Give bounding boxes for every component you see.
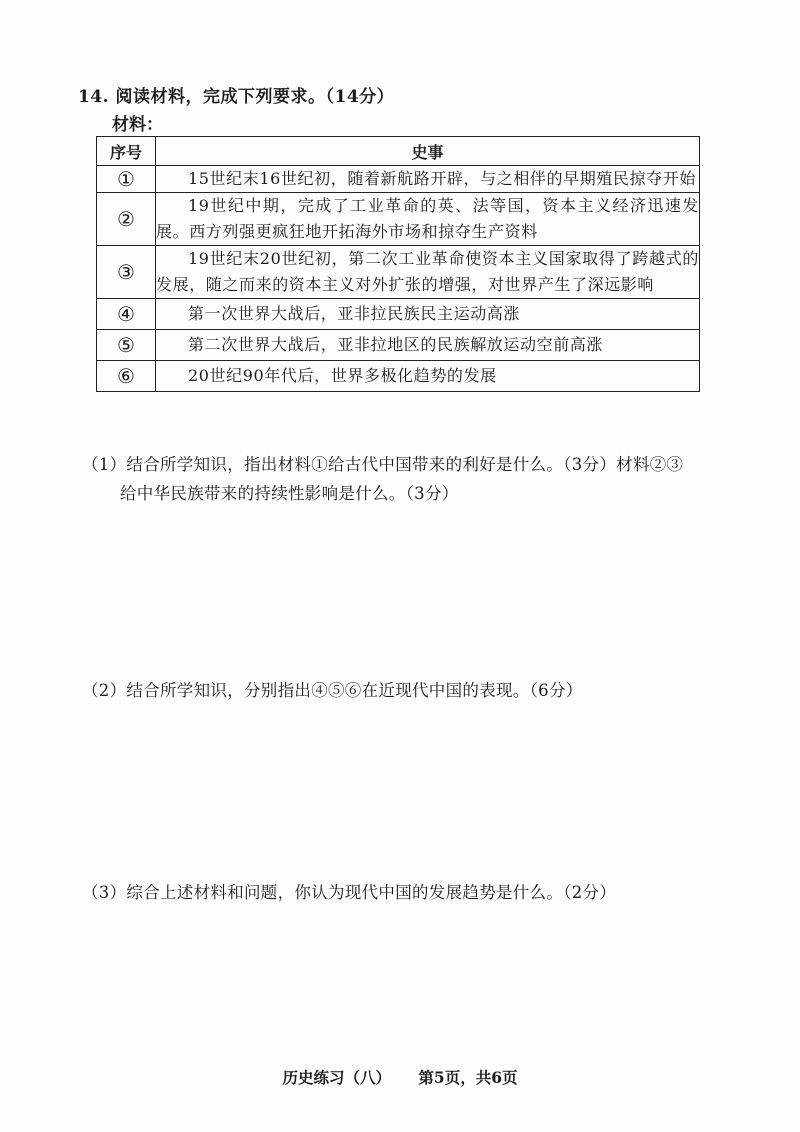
table-row (97, 166, 700, 193)
material-table (96, 136, 700, 392)
table-row (97, 193, 700, 246)
sub-question-3 (82, 878, 722, 907)
row-number: ③ (97, 246, 156, 299)
sub-question-1-line2: 给中华民族带来的持续性影响是什么。（3分） (120, 484, 459, 503)
header-number: 序号 (97, 137, 156, 166)
header-event: 史事 (156, 137, 700, 166)
sub-question-1 (82, 450, 722, 508)
table-row (97, 330, 700, 361)
sub-question-1-line1: （1）结合所学知识，指出材料①给古代中国带来的利好是什么。（3分）材料②③ (82, 455, 684, 474)
table-row (97, 361, 700, 392)
row-event: 第二次世界大战后，亚非拉地区的民族解放运动空前高涨 (156, 330, 700, 361)
row-number: ⑥ (97, 361, 156, 392)
footer-page-info: 第5页，共6页 (418, 1068, 518, 1087)
row-event: 19世纪末20世纪初，第二次工业革命使资本主义国家取得了跨越式的发展，随之而来的资本主义对外扩张的增强，对世界产生了深远影响 (156, 246, 700, 299)
row-number: ⑤ (97, 330, 156, 361)
row-number: ① (97, 166, 156, 193)
page-footer (0, 1066, 800, 1088)
row-number: ② (97, 193, 156, 246)
table-row (97, 246, 700, 299)
sub-question-2-text: （2）结合所学知识，分别指出④⑤⑥在近现代中国的表现。（6分） (82, 681, 583, 700)
question-title: 14. 阅读材料，完成下列要求。（14分） (78, 87, 395, 107)
row-event: 20世纪90年代后，世界多极化趋势的发展 (156, 361, 700, 392)
footer-subject: 历史练习（八） (282, 1068, 392, 1087)
row-number: ④ (97, 299, 156, 330)
table-header-row (97, 137, 700, 166)
table-row (97, 299, 700, 330)
row-event: 19世纪中期，完成了工业革命的英、法等国，资本主义经济迅速发展。西方列强更疯狂地开拓海外市场和掠夺生产资料 (156, 193, 700, 246)
material-label: 材料： (112, 115, 163, 135)
row-event: 15世纪末16世纪初，随着新航路开辟，与之相伴的早期殖民掠夺开始 (156, 166, 700, 193)
sub-question-3-text: （3）综合上述材料和问题，你认为现代中国的发展趋势是什么。（2分） (82, 883, 617, 902)
row-event: 第一次世界大战后，亚非拉民族民主运动高涨 (156, 299, 700, 330)
sub-question-2 (82, 676, 722, 705)
